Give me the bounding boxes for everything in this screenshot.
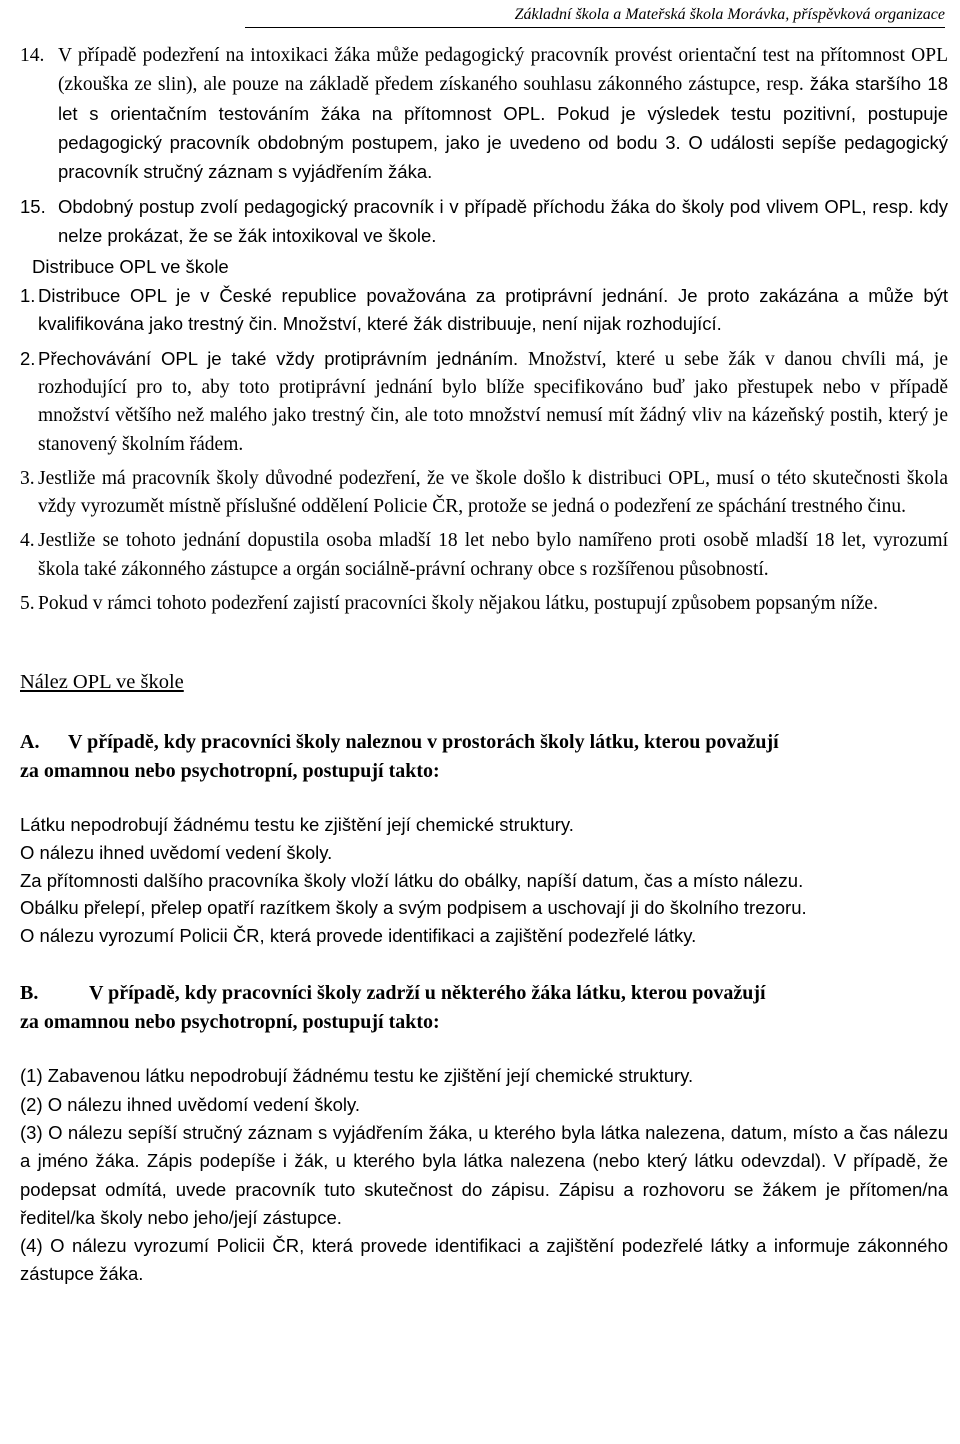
point-text [38, 345, 948, 459]
section-heading-text: V případě, kdy pracovníci školy naleznou v prostorách školy látku, kterou považují [68, 731, 779, 754]
section-a-line: O nálezu ihned uvědomí vedení školy. [20, 841, 333, 863]
point-number: 5. [20, 593, 35, 615]
section-heading-text: V případě, kdy pracovníci školy zadrží u některého žáka látku, kterou považují [89, 982, 766, 1005]
point-text: Jestliže se tohoto jednání dopustila osoba mladší 18 let nebo bylo namířeno proti osobě mladší 18 let, vyrozumí škola také zákonného zástupce a orgán sociálně-právní ochrany obce s rozšířenou působností. [38, 530, 948, 580]
distribuce-point-5 [20, 590, 948, 618]
page-header: Základní škola a Mateřská škola Morávka, příspěvková organizace [245, 6, 945, 28]
distribuce-point-3 [20, 465, 948, 522]
section-label: B. [20, 982, 39, 1005]
distribuce-point-2 [20, 345, 948, 459]
section-b-line: (4) O nálezu vyrozumí Policii ČR, která provede identifikaci a zajištění podezřelé látky a informuje zákonného zástupce žáka. [20, 1235, 948, 1285]
section-a-line: Obálku přelepí, přelep opatří razítkem školy a svým podpisem a uschovají ji do školního trezoru. [20, 897, 807, 919]
section-a-line: Látku nepodrobují žádnému testu ke zjištění její chemické struktury. [20, 814, 574, 836]
section-b-heading [20, 979, 948, 1008]
item-number: 14. [20, 45, 45, 66]
list-item-15 [20, 193, 948, 250]
section-b-heading-cont: za omamnou nebo psychotropní, postupují takto: [20, 1010, 440, 1033]
nalez-title: Nález OPL ve škole [20, 671, 184, 694]
point-number: 4. [20, 530, 35, 552]
section-a-line: Za přítomnosti dalšího pracovníka školy vloží látku do obálky, napíší datum, čas a místo nálezu. [20, 869, 804, 891]
section-a-heading [20, 728, 948, 757]
point-text-sans: Přechovávání OPL je také vždy protiprávním jednáním. [38, 347, 528, 369]
distribuce-point-4 [20, 527, 948, 584]
distribuce-heading: Distribuce OPL ve škole [32, 256, 229, 278]
item-text: Obdobný postup zvolí pedagogický pracovník i v případě příchodu žáka do školy pod vlivem OPL, resp. kdy nelze prokázat, že se žák intoxikoval ve škole. [58, 196, 948, 246]
distribuce-point-1 [20, 282, 948, 339]
point-number: 3. [20, 467, 35, 489]
section-b-line: (2) O nálezu ihned uvědomí vedení školy. [20, 1093, 361, 1115]
section-a-heading-cont: za omamnou nebo psychotropní, postupují takto: [20, 759, 440, 782]
document-body [20, 42, 948, 1289]
item-text-sans: žáka staršího 18 let s orientačním testováním žáka na přítomnost OPL. Pokud je výsledek testu pozitivní, postupuje pedagogický pracovník obdobným postupem, jako je uvedeno od bodu 3. O události sepíše pedagogický pracovník stručný záznam s vyjádřením žáka. [58, 73, 949, 183]
section-b-line: (1) Zabavenou látku nepodrobují žádnému testu ke zjištění její chemické struktury. [20, 1065, 694, 1087]
point-number: 1. [20, 285, 36, 307]
point-text-serif: Množství, které u sebe žák v danou chvíli má, je rozhodující pro to, aby toto protiprávní jednání bylo blíže specifikováno buď jako přestupek nebo v případě množství většího než malého jako trestný čin, ale toto množství nemusí mít žádný vliv na kázeňský postih, který je stanovený školním řádem. [38, 348, 948, 455]
item-text [58, 42, 948, 187]
point-text: Pokud v rámci tohoto podezření zajistí pracovníci školy nějakou látku, postupují způsobem popsaným níže. [38, 593, 878, 615]
point-text: Distribuce OPL je v České republice považována za protiprávní jednání. Je proto zakázána a může být kvalifikována jako trestný čin. Množství, které žák distribuuje, není nijak rozhodující. [38, 285, 948, 335]
item-number: 15. [20, 196, 46, 218]
point-number: 2. [20, 347, 36, 369]
list-item-14 [20, 42, 948, 187]
section-label: A. [20, 731, 40, 754]
section-a-line: O nálezu vyrozumí Policii ČR, která provede identifikaci a zajištění podezřelé látky. [20, 924, 697, 946]
item-text-serif: V případě podezření na intoxikaci žáka může pedagogický pracovník provést orientační test na přítomnost OPL (zkouška ze slin), ale pouze na základě předem získaného souhlasu zákonného zástupce, resp. [58, 45, 948, 96]
section-b-line: (3) O nálezu sepíší stručný záznam s vyjádřením žáka, u kterého byla látka nalezena, datum, místo a čas nálezu a jméno žáka. Zápis podepíše i žák, u kterého byla látka nalezena (nebo který látku odevzdal). V případě, že podepsat odmítá, uvede pracovník tuto skutečnost do zápisu. Zápisu a rozhovoru se žákem je přítomen/na ředitel/ka školy nebo jeho/její zástupce. [20, 1121, 948, 1228]
point-text: Jestliže má pracovník školy důvodné podezření, že ve škole došlo k distribuci OPL, musí o této skutečnosti škola vždy vyrozumět místně příslušné oddělení Policie ČR, protože se jedná o podezření ze spáchání trestného činu. [38, 467, 948, 518]
